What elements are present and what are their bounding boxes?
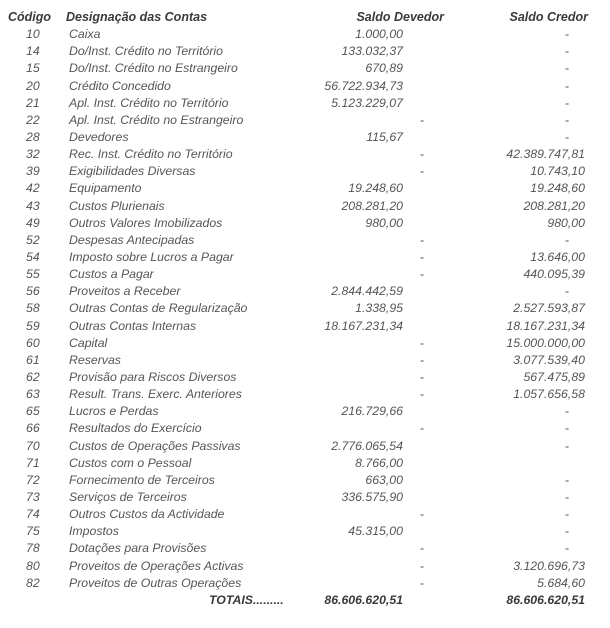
credit-balance: 42.389.747,81 xyxy=(506,147,585,162)
account-name: Dotações para Provisões xyxy=(69,541,207,556)
table-row xyxy=(0,60,610,77)
debit-balance: - xyxy=(419,558,424,573)
account-name: Impostos xyxy=(69,524,119,539)
account-name: Proveitos de Operações Activas xyxy=(69,558,244,573)
debit-balance: 663,00 xyxy=(365,472,403,487)
debit-balance: - xyxy=(419,232,424,247)
debit-balance: - xyxy=(419,147,424,162)
credit-balance: - xyxy=(564,524,569,539)
debit-balance: 1.000,00 xyxy=(355,27,403,42)
account-name: Exigibilidades Diversas xyxy=(69,164,196,179)
account-code: 82 xyxy=(26,575,40,590)
account-name: Outras Contas de Regularização xyxy=(69,301,248,316)
debit-balance: 18.167.231,34 xyxy=(324,318,403,333)
table-row xyxy=(0,300,610,317)
credit-balance: 13.646,00 xyxy=(530,249,585,264)
account-code: 32 xyxy=(26,147,40,162)
table-row xyxy=(0,163,610,180)
credit-balance: 15.000.000,00 xyxy=(506,335,585,350)
account-code: 59 xyxy=(26,318,40,333)
account-name: Capital xyxy=(69,335,108,350)
credit-balance: 208.281,20 xyxy=(523,198,585,213)
credit-balance: - xyxy=(564,129,569,144)
credit-balance: - xyxy=(564,541,569,556)
credit-balance: - xyxy=(564,472,569,487)
table-row xyxy=(0,472,610,489)
credit-balance: - xyxy=(564,232,569,247)
credit-balance: 10.743,10 xyxy=(530,164,585,179)
account-code: 21 xyxy=(26,95,40,110)
table-row xyxy=(0,540,610,557)
header-debit: Saldo Devedor xyxy=(356,10,444,24)
account-code: 42 xyxy=(26,181,40,196)
debit-balance: 216.729,66 xyxy=(341,404,403,419)
debit-balance: - xyxy=(419,267,424,282)
debit-balance: 133.032,37 xyxy=(341,44,403,59)
credit-balance: 5.684,60 xyxy=(537,575,585,590)
table-row xyxy=(0,438,610,455)
credit-balance: - xyxy=(564,421,569,436)
table-row xyxy=(0,129,610,146)
credit-balance: - xyxy=(564,78,569,93)
debit-balance: 1.338,95 xyxy=(355,301,403,316)
account-code: 63 xyxy=(26,387,40,402)
account-name: Lucros e Perdas xyxy=(69,404,159,419)
credit-balance: - xyxy=(564,112,569,127)
account-code: 22 xyxy=(26,112,40,127)
header-credit: Saldo Credor xyxy=(509,10,588,24)
credit-balance: - xyxy=(564,438,569,453)
balance-table xyxy=(0,9,610,609)
table-row xyxy=(0,335,610,352)
account-name: Custos de Operações Passivas xyxy=(69,438,241,453)
table-row xyxy=(0,249,610,266)
table-row xyxy=(0,352,610,369)
totals-label: TOTAIS......... xyxy=(209,592,284,607)
table-row xyxy=(0,403,610,420)
account-code: 54 xyxy=(26,249,40,264)
account-name: Custos com o Pessoal xyxy=(69,455,192,470)
account-code: 10 xyxy=(26,27,40,42)
account-code: 75 xyxy=(26,524,40,539)
table-row xyxy=(0,95,610,112)
account-code: 55 xyxy=(26,267,40,282)
table-body xyxy=(0,26,610,592)
totals-debit: 86.606.620,51 xyxy=(324,592,403,607)
account-name: Do/Inst. Crédito no Território xyxy=(69,44,224,59)
account-code: 74 xyxy=(26,507,40,522)
debit-balance: - xyxy=(419,352,424,367)
table-row xyxy=(0,215,610,232)
table-row xyxy=(0,318,610,335)
table-row xyxy=(0,523,610,540)
account-code: 49 xyxy=(26,215,40,230)
account-code: 70 xyxy=(26,438,40,453)
table-header xyxy=(0,9,610,26)
credit-balance: - xyxy=(564,507,569,522)
account-name: Devedores xyxy=(69,129,129,144)
debit-balance: - xyxy=(419,112,424,127)
debit-balance: - xyxy=(419,335,424,350)
table-row xyxy=(0,146,610,163)
account-name: Serviços de Terceiros xyxy=(69,489,187,504)
debit-balance: 45.315,00 xyxy=(348,524,403,539)
account-name: Despesas Antecipadas xyxy=(69,232,195,247)
account-name: Provisão para Riscos Diversos xyxy=(69,369,237,384)
table-row xyxy=(0,558,610,575)
account-code: 39 xyxy=(26,164,40,179)
account-name: Crédito Concedido xyxy=(69,78,171,93)
account-code: 14 xyxy=(26,44,40,59)
debit-balance: 19.248,60 xyxy=(348,181,403,196)
table-row xyxy=(0,43,610,60)
debit-balance: - xyxy=(419,249,424,264)
table-row xyxy=(0,232,610,249)
debit-balance: - xyxy=(419,421,424,436)
debit-balance: 56.722.934,73 xyxy=(324,78,403,93)
debit-balance: 2.776.065,54 xyxy=(331,438,403,453)
account-name: Rec. Inst. Crédito no Território xyxy=(69,147,233,162)
account-code: 80 xyxy=(26,558,40,573)
debit-balance: - xyxy=(419,164,424,179)
account-code: 62 xyxy=(26,369,40,384)
debit-balance: 336.575,90 xyxy=(341,489,403,504)
account-name: Apl. Inst. Crédito no Estrangeiro xyxy=(69,112,244,127)
account-code: 71 xyxy=(26,455,40,470)
account-name: Outros Valores Imobilizados xyxy=(69,215,223,230)
credit-balance: 980,00 xyxy=(547,215,585,230)
header-name: Designação das Contas xyxy=(66,10,208,24)
debit-balance: 8.766,00 xyxy=(355,455,403,470)
account-name: Fornecimento de Terceiros xyxy=(69,472,215,487)
account-name: Imposto sobre Lucros a Pagar xyxy=(69,249,234,264)
table-row xyxy=(0,369,610,386)
debit-balance: 5.123.229,07 xyxy=(331,95,403,110)
account-name: Custos Plurienais xyxy=(69,198,165,213)
credit-balance: - xyxy=(564,489,569,504)
account-code: 56 xyxy=(26,284,40,299)
credit-balance: 2.527.593,87 xyxy=(513,301,585,316)
account-name: Do/Inst. Crédito no Estrangeiro xyxy=(69,61,238,76)
table-row xyxy=(0,266,610,283)
table-row xyxy=(0,506,610,523)
account-name: Resultados do Exercício xyxy=(69,421,202,436)
debit-balance: 980,00 xyxy=(365,215,403,230)
account-code: 60 xyxy=(26,335,40,350)
account-name: Equipamento xyxy=(69,181,142,196)
table-row xyxy=(0,386,610,403)
account-code: 61 xyxy=(26,352,40,367)
account-name: Custos a Pagar xyxy=(69,267,154,282)
debit-balance: - xyxy=(419,369,424,384)
table-row xyxy=(0,78,610,95)
credit-balance: 567.475,89 xyxy=(523,369,585,384)
account-code: 72 xyxy=(26,472,40,487)
credit-balance: 3.120.696,73 xyxy=(513,558,585,573)
account-name: Outras Contas Internas xyxy=(69,318,197,333)
credit-balance: - xyxy=(564,61,569,76)
table-row xyxy=(0,180,610,197)
table-row xyxy=(0,420,610,437)
credit-balance: - xyxy=(564,95,569,110)
account-code: 73 xyxy=(26,489,40,504)
account-code: 58 xyxy=(26,301,40,316)
credit-balance: - xyxy=(564,404,569,419)
debit-balance: 208.281,20 xyxy=(341,198,403,213)
header-code: Código xyxy=(8,10,52,24)
debit-balance: 2.844.442,59 xyxy=(331,284,403,299)
totals-credit: 86.606.620,51 xyxy=(506,592,585,607)
account-code: 65 xyxy=(26,404,40,419)
table-row xyxy=(0,489,610,506)
table-row xyxy=(0,26,610,43)
account-code: 15 xyxy=(26,61,40,76)
account-name: Outros Custos da Actividade xyxy=(69,507,225,522)
credit-balance: 1.057.656,58 xyxy=(513,387,585,402)
account-code: 66 xyxy=(26,421,40,436)
account-name: Reservas xyxy=(69,352,121,367)
credit-balance: - xyxy=(564,44,569,59)
account-name: Apl. Inst. Crédito no Território xyxy=(69,95,229,110)
account-name: Result. Trans. Exerc. Anteriores xyxy=(69,387,242,402)
account-code: 43 xyxy=(26,198,40,213)
credit-balance: - xyxy=(564,284,569,299)
table-row xyxy=(0,283,610,300)
debit-balance: 670,89 xyxy=(365,61,403,76)
credit-balance: 18.167.231,34 xyxy=(506,318,585,333)
totals-row xyxy=(0,592,610,609)
credit-balance: 19.248,60 xyxy=(530,181,585,196)
credit-balance: 3.077.539,40 xyxy=(513,352,585,367)
debit-balance: - xyxy=(419,387,424,402)
debit-balance: - xyxy=(419,575,424,590)
debit-balance: 115,67 xyxy=(366,129,403,144)
account-name: Caixa xyxy=(69,27,101,42)
credit-balance: 440.095,39 xyxy=(523,267,585,282)
account-code: 28 xyxy=(26,129,40,144)
account-name: Proveitos a Receber xyxy=(69,284,181,299)
debit-balance: - xyxy=(419,507,424,522)
table-row xyxy=(0,112,610,129)
debit-balance: - xyxy=(419,541,424,556)
table-row xyxy=(0,198,610,215)
table-row xyxy=(0,575,610,592)
credit-balance: - xyxy=(564,27,569,42)
table-row xyxy=(0,455,610,472)
account-code: 78 xyxy=(26,541,40,556)
account-name: Proveitos de Outras Operações xyxy=(69,575,242,590)
account-code: 20 xyxy=(26,78,40,93)
account-code: 52 xyxy=(26,232,40,247)
